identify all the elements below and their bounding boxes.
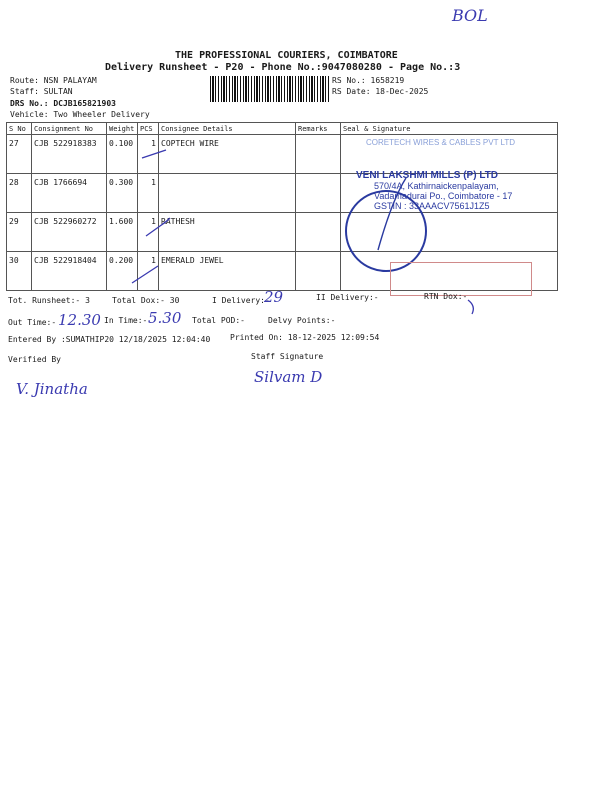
tick-mark bbox=[142, 150, 166, 158]
verified-by-label: Verified By bbox=[8, 355, 61, 364]
entered-by: Entered By :SUMATHIP20 12/18/2025 12:04:40 bbox=[8, 335, 211, 344]
vehicle: Vehicle: Two Wheeler Delivery bbox=[10, 110, 150, 119]
cell-sno: 29 bbox=[7, 213, 32, 252]
staff-signature-label: Staff Signature bbox=[251, 352, 324, 361]
company-name: THE PROFESSIONAL COURIERS, COIMBATORE bbox=[175, 50, 398, 61]
cell-pcs: 1 bbox=[138, 135, 159, 174]
i-delivery-handwritten: 29 bbox=[264, 288, 284, 306]
tick-mark bbox=[132, 266, 158, 283]
cell-consignment: CJB 522918404 bbox=[32, 252, 107, 291]
col-consignment: Consignment No bbox=[32, 123, 107, 135]
cell-sno: 28 bbox=[7, 174, 32, 213]
drs-number: DRS No.: DCJB165821903 bbox=[10, 99, 116, 108]
cell-consignment: CJB 1766694 bbox=[32, 174, 107, 213]
cell-sno: 27 bbox=[7, 135, 32, 174]
delvy-points: Delvy Points:- bbox=[268, 316, 336, 325]
page-title: Delivery Runsheet - P20 - Phone No.:9047080280 - Page No.:3 bbox=[105, 62, 461, 73]
col-pcs: PCS bbox=[138, 123, 159, 135]
company-stamp: VENI LAKSHMI MILLS (P) LTD 570/4A, Kathirnaickenpalayam, Vadamadurai Po., Coimbatore - 17 GSTIN : 33AAACV7561J1Z5 bbox=[356, 170, 513, 211]
staff-signature: Silvam D bbox=[254, 368, 323, 386]
ii-delivery: II Delivery:- bbox=[316, 293, 379, 302]
rs-date: RS Date: 18-Dec-2025 bbox=[332, 87, 429, 96]
in-time-handwritten: 5.30 bbox=[148, 309, 182, 327]
company-stamp-faint: CORETECH WIRES & CABLES PVT LTD bbox=[366, 138, 516, 147]
signature-stroke bbox=[468, 300, 473, 314]
route: Route: NSN PALAYAM bbox=[10, 76, 97, 85]
in-time: In Time:- bbox=[104, 316, 148, 325]
col-consignee: Consignee Details bbox=[159, 123, 296, 135]
cell-sno: 30 bbox=[7, 252, 32, 291]
col-remarks: Remarks bbox=[296, 123, 341, 135]
tot-runsheet: Tot. Runsheet:- 3 bbox=[8, 296, 90, 305]
total-dox: Total Dox:- 30 bbox=[112, 296, 180, 305]
col-sno: S No bbox=[7, 123, 32, 135]
tick-mark bbox=[146, 218, 170, 236]
cell-weight: 0.300 bbox=[107, 174, 138, 213]
rtn-dox: RTN Dox:- bbox=[424, 292, 468, 301]
i-delivery: I Delivery:- bbox=[212, 296, 270, 305]
signature-stroke bbox=[378, 178, 406, 250]
verifier-signature: V. Jinatha bbox=[16, 380, 88, 398]
col-weight: Weight bbox=[107, 123, 138, 135]
cell-consignee: RATHESH bbox=[159, 213, 296, 252]
rs-number: RS No.: 1658219 bbox=[332, 76, 405, 85]
out-time: Out Time:- bbox=[8, 318, 57, 327]
cell-pcs: 1 bbox=[138, 252, 159, 291]
handwritten-note: BOL bbox=[452, 6, 488, 25]
cell-weight: 0.200 bbox=[107, 252, 138, 291]
col-seal: Seal & Signature bbox=[341, 123, 558, 135]
cell-consignee: EMERALD JEWEL bbox=[159, 252, 296, 291]
cell-consignee: COPTECH WIRE bbox=[159, 135, 296, 174]
cell-pcs: 1 bbox=[138, 213, 159, 252]
printed-on: Printed On: 18-12-2025 12:09:54 bbox=[230, 333, 380, 342]
cell-consignment: CJB 522918383 bbox=[32, 135, 107, 174]
cell-consignment: CJB 522960272 bbox=[32, 213, 107, 252]
out-time-handwritten: 12.30 bbox=[58, 311, 101, 329]
cell-pcs: 1 bbox=[138, 174, 159, 213]
cell-weight: 1.600 bbox=[107, 213, 138, 252]
cell-weight: 0.100 bbox=[107, 135, 138, 174]
total-pod: Total POD:- bbox=[192, 316, 245, 325]
staff: Staff: SULTAN bbox=[10, 87, 73, 96]
